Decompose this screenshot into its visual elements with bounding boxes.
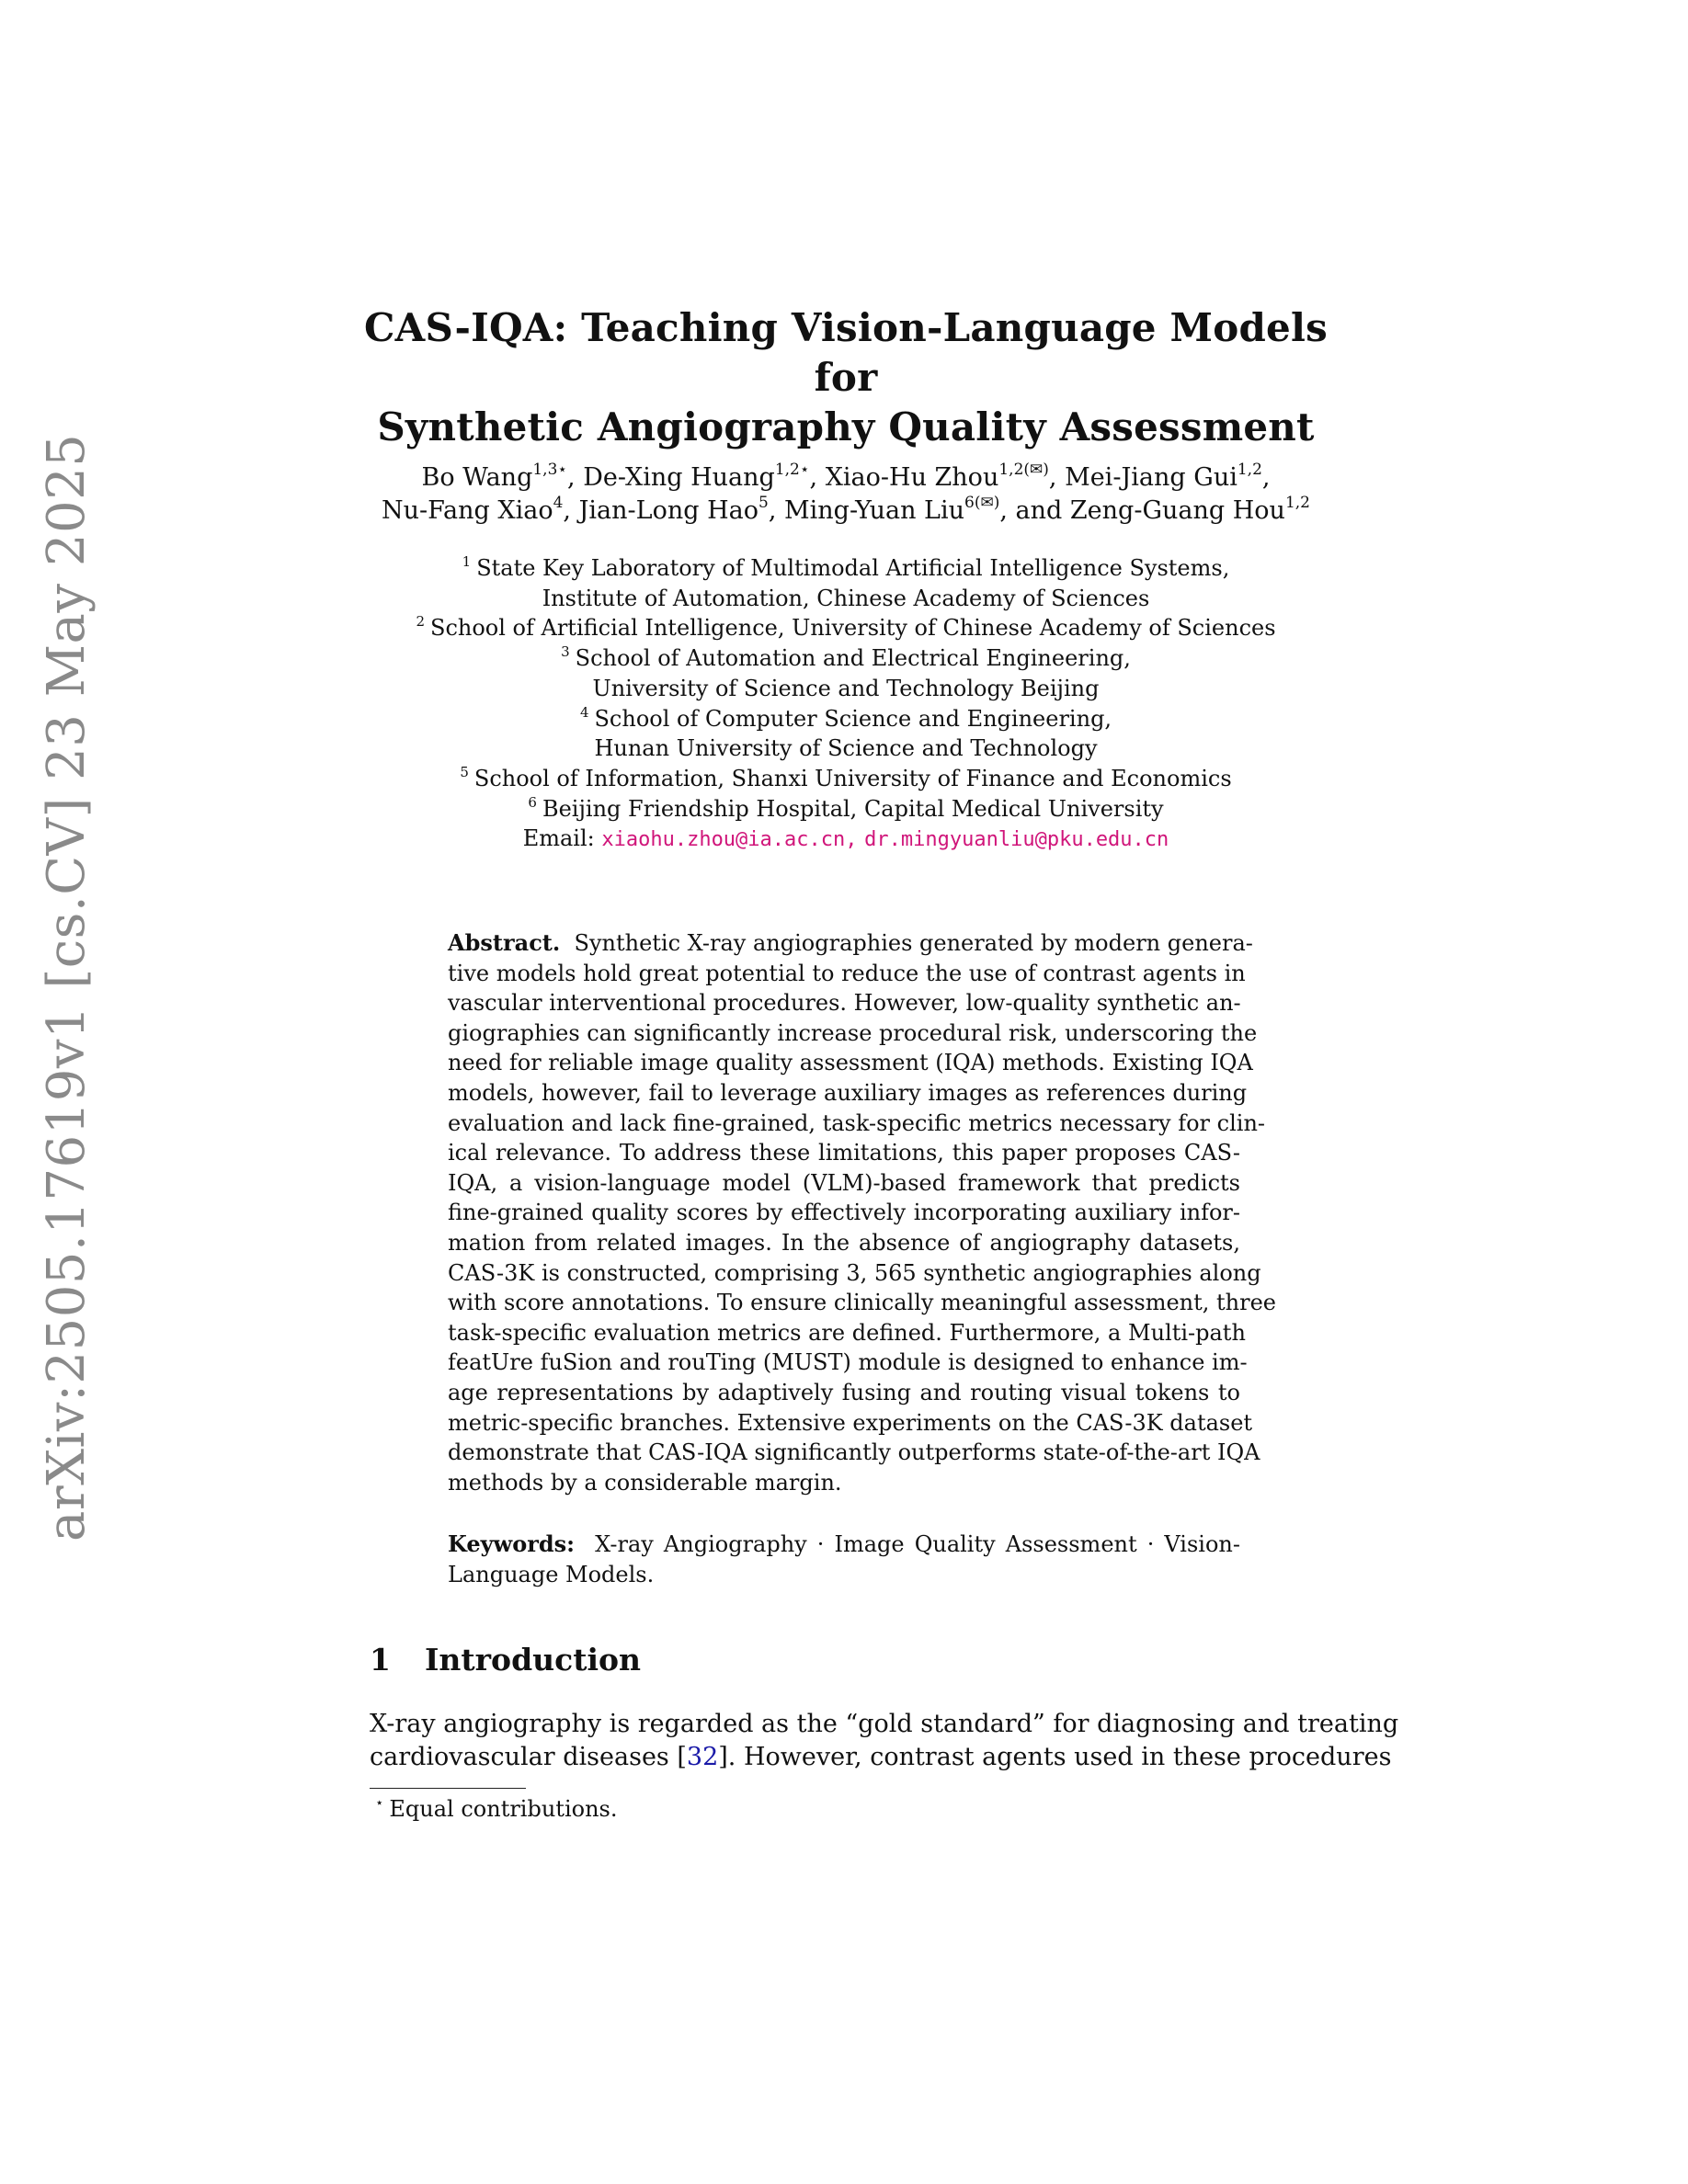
abstract-heading: Abstract. [448,929,561,956]
affiliation-text: School of Information, Shanxi University of Finance and Economics [473,765,1232,791]
abstract-line: mation from related images. In the absence of angiography datasets, [448,1229,1240,1256]
paper-title [349,303,1342,452]
keywords-line-1 [448,1530,1240,1560]
section-title: Introduction [425,1642,642,1678]
affiliation-text: School of Automation and Electrical Engineering, [575,645,1131,672]
footnote [375,1794,617,1824]
footnote-mark: ⋆ [375,1794,384,1811]
abstract-line: age representations by adaptively fusing and routing visual tokens to [448,1379,1240,1405]
email-line [349,824,1342,856]
author-affiliation-mark: 6(✉) [964,494,1000,512]
introduction-paragraph [370,1708,1399,1774]
affiliation-item-continued: University of Science and Technology Beijing [592,675,1100,701]
email-link-2[interactable]: dr.mingyuanliu@pku.edu.cn [864,828,1169,852]
keywords [448,1530,1240,1589]
body-text-segment: cardiovascular diseases [ [370,1743,687,1771]
author-list [349,461,1342,528]
abstract-line: need for reliable image quality assessment (IQA) methods. Existing IQA [448,1050,1253,1076]
abstract-line: tive models hold great potential to reduce the use of contrast agents in [448,960,1246,986]
email-separator: , [845,828,858,852]
affiliation-item [349,553,1342,584]
affiliation-text: Beijing Friendship Hospital, Capital Medical University [542,795,1164,822]
abstract-line: models, however, fail to leverage auxiliary images as references during [448,1079,1248,1106]
abstract-line: metric-specific branches. Extensive experiments on the CAS-3K dataset [448,1409,1253,1436]
abstract-text: Synthetic X-ray angiographies generated by modern genera- [574,930,1253,956]
author-name: Xiao-Hu Zhou [825,463,999,492]
abstract-line: giographies can significantly increase procedural risk, underscoring the [448,1019,1258,1046]
section-heading [370,1640,641,1680]
keywords-heading: Keywords: [448,1530,576,1557]
and-word: and [1015,496,1063,525]
affiliation-number: 3 [561,643,570,661]
author-name: Ming-Yuan Liu [784,496,965,525]
abstract-line: vascular interventional procedures. However, low-quality synthetic an- [448,990,1241,1017]
author-line-1: Bo Wang$^{1,3⋆}$, De-Xing Huang$^{1,2⋆}$, Xiao-Hu Zhou$^{1,2(✉)}$, Mei-Jiang Gui$^{1,2}$, [421,461,1271,492]
citation-link[interactable]: 32 [686,1743,719,1771]
affiliation-item [349,643,1342,674]
author-affiliation-mark: 1,2(✉) [998,461,1049,479]
section-number: 1 [370,1642,391,1678]
title-line-1: CAS-IQA: Teaching Vision-Language Models for [364,305,1328,400]
abstract-line: task-specific evaluation metrics are defined. Furthermore, a Multi-path [448,1319,1246,1346]
abstract-line: CAS-3K is constructed, comprising 3, 565 synthetic angiographies along [448,1259,1261,1286]
author-affiliation-mark: 1,2⋆ [774,461,810,479]
affiliation-item [349,613,1342,643]
abstract-line: with score annotations. To ensure clinically meaningful assessment, three [448,1290,1277,1316]
author-name: De-Xing Huang [583,463,775,492]
keywords-line-2: Language Models. [448,1561,655,1587]
affiliation-number: 1 [462,553,472,570]
footnote-divider [370,1788,526,1789]
author-affiliation-mark: 5 [758,494,769,512]
abstract-line: IQA, a vision-language model (VLM)-based framework that predicts [448,1169,1240,1196]
author-name: Mei-Jiang Gui [1065,463,1237,492]
body-line: X-ray angiography is regarded as the “gold standard” for diagnosing and treating [370,1710,1399,1738]
affiliation-text: School of Artificial Intelligence, University of Chinese Academy of Sciences [430,615,1276,642]
author-affiliation-mark: 1,2 [1237,461,1262,479]
author-name: Nu-Fang Xiao [381,496,553,525]
title-line-2: Synthetic Angiography Quality Assessment [377,404,1315,449]
keywords-text: X-ray Angiography · Image Quality Assessment · Vision- [595,1531,1240,1557]
affiliation-list [349,553,1342,856]
abstract-line: methods by a considerable margin. [448,1469,842,1496]
abstract-line: demonstrate that CAS-IQA significantly outperforms state-of-the-art IQA [448,1439,1260,1466]
affiliation-text: State Key Laboratory of Multimodal Artificial Intelligence Systems, [476,555,1230,581]
author-name: Zeng-Guang Hou [1069,496,1285,525]
affiliation-item [349,704,1342,734]
affiliation-number: 6 [528,793,537,811]
author-name: Jian-Long Hao [578,496,759,525]
affiliation-number: 2 [416,613,425,631]
affiliation-item [349,794,1342,825]
affiliation-text: School of Computer Science and Engineering, [594,705,1112,732]
abstract-line: ical relevance. To address these limitations, this paper proposes CAS- [448,1140,1240,1166]
author-affiliation-mark: 1,3⋆ [532,461,568,479]
abstract-line: evaluation and lack fine-grained, task-specific metrics necessary for clin- [448,1109,1266,1136]
affiliation-item-continued: Hunan University of Science and Technology [594,735,1098,762]
affiliation-item-continued: Institute of Automation, Chinese Academy of Sciences [542,585,1150,611]
abstract [448,928,1277,1497]
email-link-1[interactable]: xiaohu.zhou@ia.ac.cn [601,828,846,852]
footnote-text: Equal contributions. [389,1796,618,1822]
abstract-line: featUre fuSion and rouTing (MUST) module is designed to enhance im- [448,1349,1248,1376]
author-line-2: Nu-Fang Xiao$^4$, Jian-Long Hao$^5$, Ming-Yuan Liu$^{6(✉)}$, and Zeng-Guang Hou$^{1,2}$ [381,494,1310,525]
body-line [370,1741,1392,1774]
email-label: Email: [522,825,595,852]
abstract-line [448,928,1253,959]
author-affiliation-mark: 1,2 [1284,494,1310,512]
abstract-line: fine-grained quality scores by effectively incorporating auxiliary infor- [448,1200,1240,1226]
affiliation-number: 5 [460,763,469,780]
author-affiliation-mark: 4 [553,494,564,512]
body-text-segment: ]. However, contrast agents used in these procedures [718,1743,1392,1771]
affiliation-number: 4 [579,703,589,721]
affiliation-item [349,764,1342,794]
author-name: Bo Wang [421,463,533,492]
arxiv-identifier[interactable]: arXiv:2505.17619v1 [cs.CV] 23 May 2025 [37,433,97,1541]
